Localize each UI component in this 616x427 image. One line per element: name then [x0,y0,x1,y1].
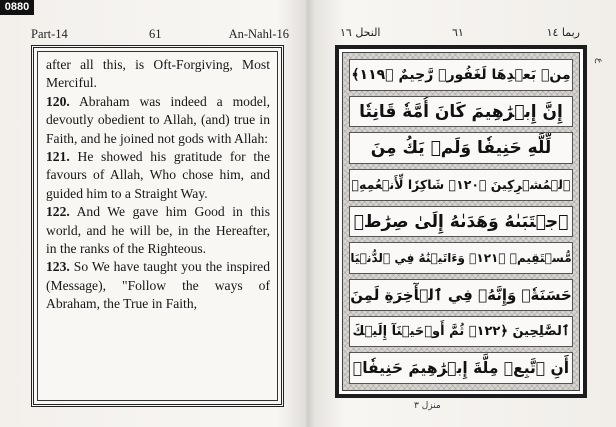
margin-ruku-mark: ع [594,58,604,64]
translation-paragraph [46,56,270,93]
arabic-line: حَسَنَةٗۖ وَإِنَّهُۥ فِي ٱلۡأٓخِرَةِ لَمِنَ [349,279,573,311]
arabic-surah-label: النحل ١٦ [340,26,381,39]
part-label: Part-14 [31,27,68,41]
arabic-line: ٱجۡتَبَىٰهُ وَهَدَىٰهُ إِلَىٰ صِرَٰطٖ [349,206,573,238]
arabic-line: ٱلصَّٰلِحِينَ ﴿١٢٢﴾ ثُمَّ أَوۡحَيۡنَآ إِلَيۡكَ [349,316,573,348]
manzil-label: منزل ٣ [414,401,441,411]
arabic-text-frame [335,45,587,398]
arabic-part-label: ربما ١٤ [546,26,580,39]
translation-frame [31,45,284,407]
translation-text-area [37,51,278,401]
verse-text: He showed his gratitude for the favours of Allah, Who chose him, and guided him to a Straight Way. [46,149,270,201]
arabic-line: مُّسۡتَقِيمٖ ﴿١٢١﴾ وَءَاتَيۡنَٰهُ فِي ٱلدُّنۡيَا [349,242,573,274]
verse-text: Abraham was indeed a model, devoutly obedient to Allah, (and) true in Faith, and he joined not gods with Allah: [46,93,270,146]
arabic-lines [349,59,573,384]
verse-text: And We gave him Good in this world, and he will be, in the Hereafter, in the ranks of the Righteous. [46,204,270,257]
arabic-line: لِّلَّهِ حَنِيفٗا وَلَمۡ يَكُ مِنَ [349,132,573,164]
right-page-header [340,26,584,42]
arabic-page-number: ٦١ [452,26,464,39]
verse-number: 122. [46,204,70,220]
verse-number: 120. [46,93,70,109]
surah-label: An-Nahl-16 [228,27,289,41]
arabic-line: مِنۢ بَعۡدِهَا لَغَفُورٞ رَّحِيمٌ ﴿١١٩﴾ [349,59,573,91]
left-page-header [31,27,289,43]
ornamental-border [342,52,580,391]
arabic-line: أَنِ ٱتَّبِعۡ مِلَّةَ إِبۡرَٰهِيمَ حَنِيفٗاۖ [349,352,573,384]
translation-paragraph [46,258,270,313]
translation-paragraph [46,148,270,203]
verse-number: 123. [46,259,70,275]
translation-paragraph [46,203,270,258]
translation-paragraph [46,93,270,148]
image-id-badge: 0880 [0,0,34,15]
verse-number: 121. [46,149,70,165]
page-number: 61 [149,27,162,41]
verse-text: after all this, is Oft-Forgiving, Most Merciful. [46,57,270,91]
verse-text: So We have taught you the inspired (Message), "Follow the ways of Abraham, the True in Faith, [46,259,270,312]
arabic-line: ٱلۡمُشۡرِكِينَ ﴿١٢٠﴾ شَاكِرٗا لِّأَنۡعُمِهِۚ [349,169,573,201]
arabic-line: إِنَّ إِبۡرَٰهِيمَ كَانَ أُمَّةٗ قَانِتٗا [349,96,573,128]
